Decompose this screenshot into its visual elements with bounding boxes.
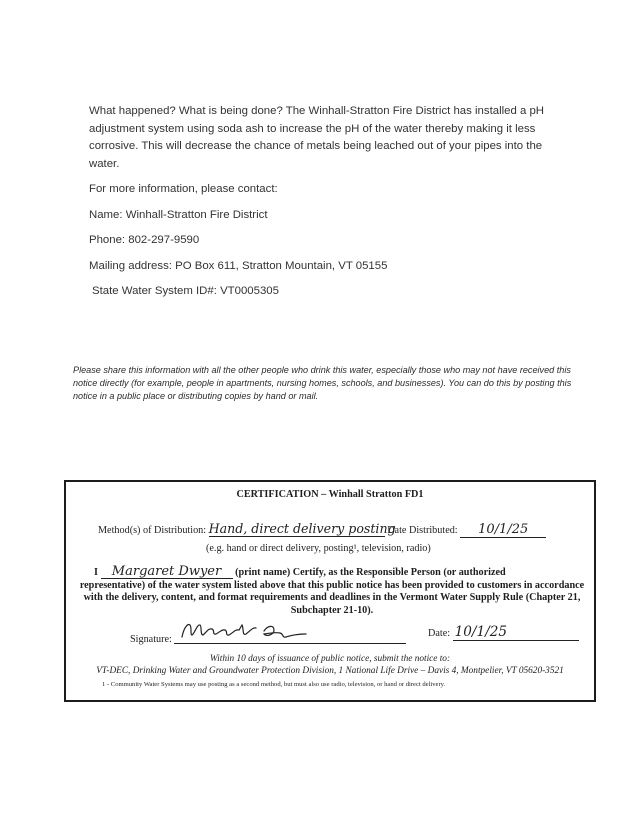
signature-row [130, 625, 406, 645]
certification-title: CERTIFICATION – Winhall Stratton FD1 [236, 489, 424, 500]
method-value: Hand, direct delivery posting [208, 521, 396, 536]
handwritten-signature [178, 619, 318, 643]
submit-line-2: VT-DEC, Drinking Water and Groundwater Protection Division, 1 National Life Drive – Davis 4, Montpelier, VT 05620-3521 [96, 666, 564, 677]
signature-field [174, 625, 406, 644]
certify-statement [78, 565, 586, 617]
signature-date-row [428, 625, 579, 641]
distribution-row [98, 522, 546, 538]
date-distributed-label: Date Distributed: [387, 525, 458, 536]
method-examples: (e.g. hand or direct delivery, posting¹, television, radio) [206, 543, 431, 554]
contact-intro: For more information, please contact: [89, 183, 278, 195]
certification-box [64, 480, 596, 702]
printed-name: Margaret Dwyer [101, 565, 233, 579]
what-happened-paragraph: What happened? What is being done? The Winhall-Stratton Fire District has installed a pH adjustment system using soda ash to increase the pH of the water thereby making it less corrosive. This will decrease the chance of metals being leached out of your pipes into the water. [89, 105, 545, 170]
submit-instructions [66, 653, 594, 678]
footnote: 1 - Community Water Systems may use posting as a second method, but must also use radio, television, or hand or direct delivery. [102, 681, 446, 688]
date-label: Date: [428, 628, 451, 639]
share-instructions: Please share this information with all the other people who drink this water, especially those who may not have received this notice directly (for example, people in apartments, nursing homes, schools, and businesses). You can do this by posting this notice in a public place or distributing copies by hand or mail. [73, 365, 572, 402]
certify-rest: representative) of the water system listed above that this public notice has been provided to customers in accordance with the delivery, content, and format requirements and deadlines in the Vermont Water Supply Rule (Chapter 21, Subchapter 21-10). [79, 579, 585, 616]
notice-body [89, 103, 569, 309]
certify-prefix: I [94, 567, 98, 578]
system-id: State Water System ID#: VT0005305 [92, 285, 279, 297]
submit-line-1: Within 10 days of issuance of public notice, submit the notice to: [209, 654, 451, 664]
certify-first-line: (print name) Certify, as the Responsible Person (or authorized [235, 567, 506, 578]
date-distributed-value: 10/1/25 [460, 523, 546, 538]
contact-address: Mailing address: PO Box 611, Stratton Mountain, VT 05155 [89, 259, 388, 272]
date-value: 10/1/25 [453, 625, 579, 641]
contact-phone: Phone: 802-297-9590 [89, 234, 200, 246]
signature-label: Signature: [130, 634, 172, 645]
contact-name: Name: Winhall-Stratton Fire District [89, 208, 268, 221]
method-label: Method(s) of Distribution: [98, 525, 207, 536]
